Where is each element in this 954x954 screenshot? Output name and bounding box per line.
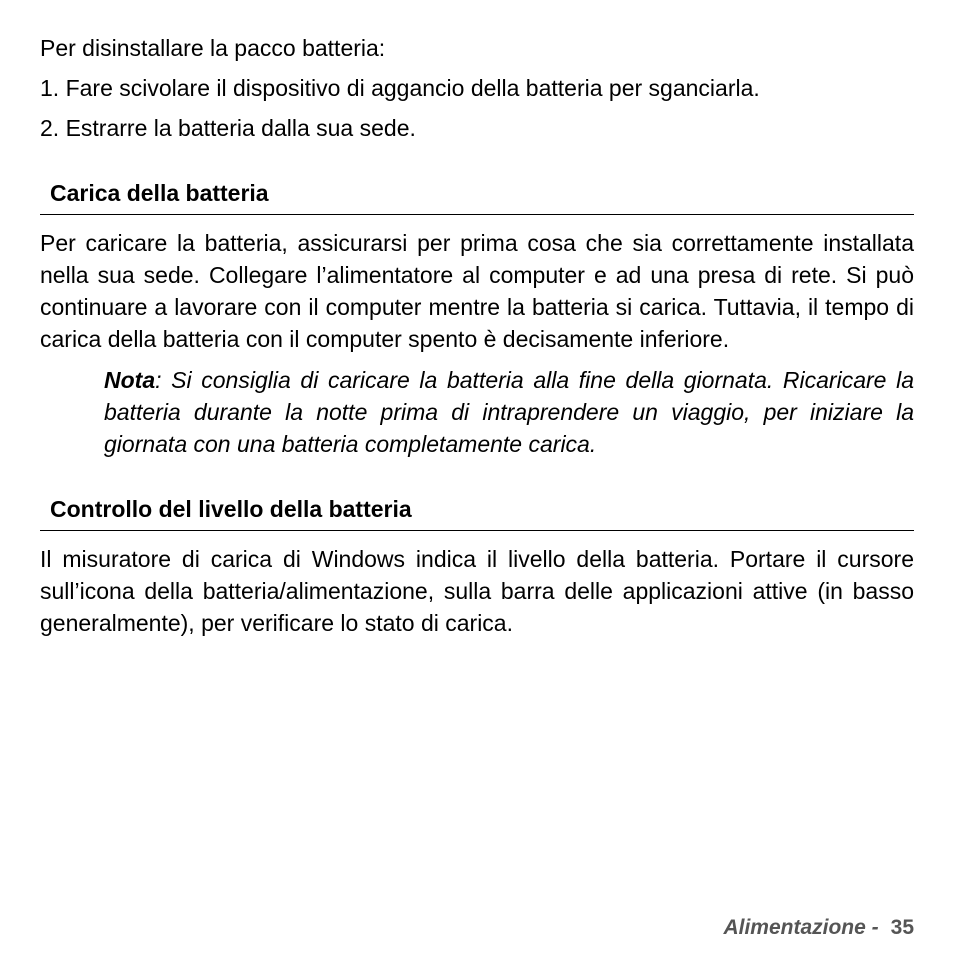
page-content — [40, 32, 914, 639]
charging-paragraph: Per caricare la batteria, assicurarsi per prima cosa che sia correttamente installata nella sua sede. Collegare l’alimentatore al computer e ad una presa di rete. Si può continuare a lavorare con il computer mentre la batteria si carica. Tuttavia, il tempo di carica della batteria con il computer spento è decisamente inferiore. — [40, 230, 914, 352]
removal-intro: Per disinstallare la pacco batteria: — [40, 35, 386, 61]
removal-step-2: 2. Estrarre la batteria dalla sua sede. — [40, 115, 416, 141]
page-footer — [723, 916, 914, 940]
level-paragraph: Il misuratore di carica di Windows indica il livello della batteria. Portare il cursore sull’icona della batteria/alimentazione, sulla barra delle applicazioni attive (in basso generalmente), per verificare lo stato di carica. — [40, 546, 914, 636]
note-text: : Si consiglia di caricare la batteria alla fine della giornata. Ricaricare la batteria durante la notte prima di intraprendere un viaggio, per iniziare la giornata con una batteria completamente carica. — [104, 367, 914, 457]
section-title-level: Controllo del livello della batteria — [40, 494, 914, 531]
note-label: Nota — [104, 367, 156, 393]
charging-note — [104, 364, 914, 460]
removal-step-1: 1. Fare scivolare il dispositivo di aggancio della batteria per sganciarla. — [40, 75, 760, 101]
section-title-charging: Carica della batteria — [40, 178, 914, 215]
footer-section-name: Alimentazione - — [723, 916, 879, 939]
page-number: 35 — [890, 916, 914, 939]
